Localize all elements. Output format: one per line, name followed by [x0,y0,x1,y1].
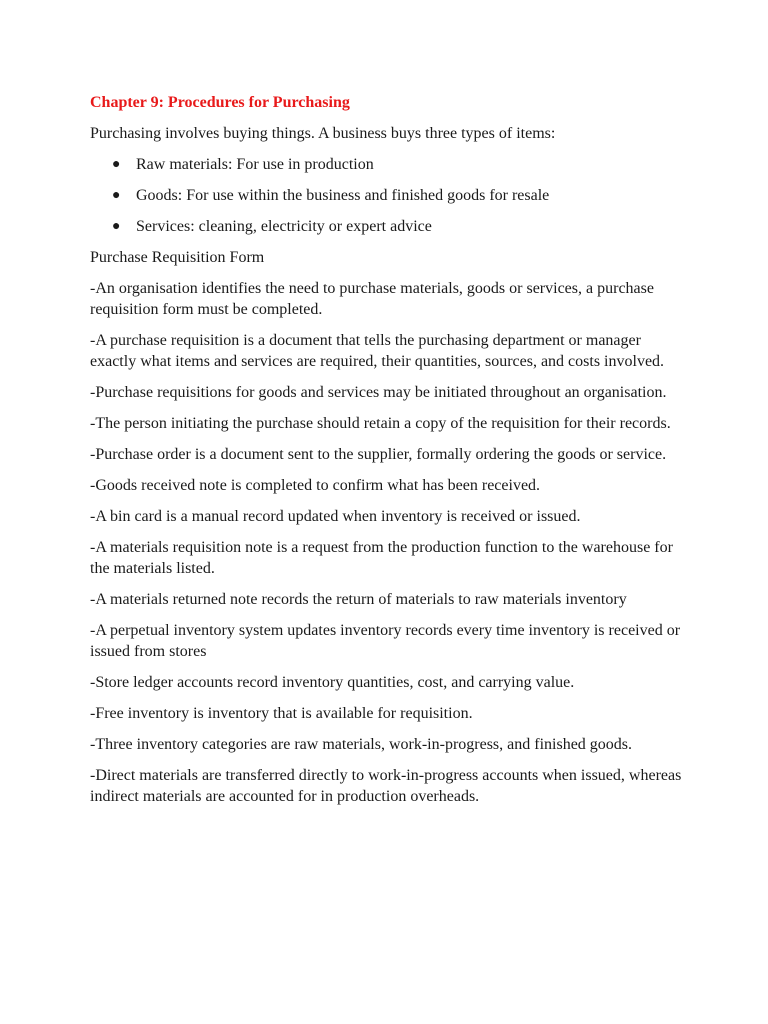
body-paragraph: -The person initiating the purchase should retain a copy of the requisition for their records. [90,415,671,432]
bullet-icon: ● [112,157,121,172]
body-paragraph: -A materials returned note records the return of materials to raw materials inventory [90,591,627,608]
list-item-text: Goods: For use within the business and finished goods for resale [136,187,550,204]
list-item [90,185,690,206]
body-paragraph: -A bin card is a manual record updated when inventory is received or issued. [90,508,581,525]
document-page [90,92,690,817]
body-paragraph: -A purchase requisition is a document that tells the purchasing department or manager exactly what items and services are required, their quantities, sources, and costs involved. [90,332,665,370]
subheading: Purchase Requisition Form [90,249,265,266]
body-paragraph: -Purchase requisitions for goods and services may be initiated throughout an organisation. [90,384,667,401]
list-item [90,216,690,237]
body-paragraph: -Direct materials are transferred directly to work-in-progress accounts when issued, whereas indirect materials are accounted for in production overheads. [90,767,682,805]
body-paragraph: -Store ledger accounts record inventory quantities, cost, and carrying value. [90,674,575,691]
list-item-text: Raw materials: For use in production [136,156,374,173]
bullet-icon: ● [112,188,121,203]
list-item-text: Services: cleaning, electricity or expert advice [136,218,432,235]
body-paragraph: -Goods received note is completed to confirm what has been received. [90,477,541,494]
body-paragraph: -Purchase order is a document sent to the supplier, formally ordering the goods or service. [90,446,667,463]
list-item [90,154,690,175]
body-paragraph: -An organisation identifies the need to purchase materials, goods or services, a purchase requisition form must be completed. [90,280,654,318]
chapter-title: Chapter 9: Procedures for Purchasing [90,94,350,111]
item-type-list [90,154,690,237]
body-paragraph: -Free inventory is inventory that is available for requisition. [90,705,473,722]
body-paragraph: -A perpetual inventory system updates inventory records every time inventory is received or issued from stores [90,622,681,660]
body-paragraph: -A materials requisition note is a request from the production function to the warehouse for the materials listed. [90,539,673,577]
bullet-icon: ● [112,219,121,234]
body-paragraph: -Three inventory categories are raw materials, work-in-progress, and finished goods. [90,736,633,753]
intro-paragraph: Purchasing involves buying things. A business buys three types of items: [90,125,556,142]
